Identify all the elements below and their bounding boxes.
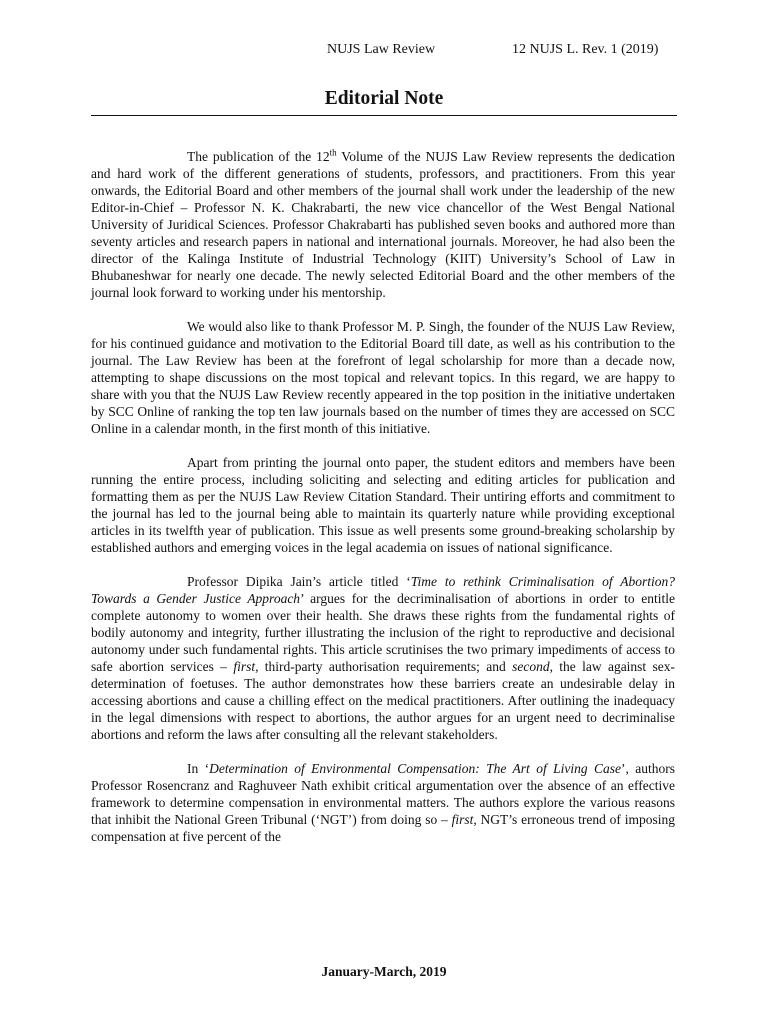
paragraph-4 — [91, 573, 675, 743]
paragraph-4-text-a: Professor Dipika Jain’s article titled ‘ — [187, 574, 411, 589]
paragraph-3: Apart from printing the journal onto paper, the student editors and members have been running the entire process, including soliciting and selecting and editing articles for publication and formatting them as per the NUJS Law Review Citation Standard. Their untiring efforts and commitment to the journal has led to the journal being able to maintain its quarterly nature while providing exceptional articles in its twelfth year of publication. This issue as well presents some ground-breaking scholarship by established authors and emerging voices in the legal academia on issues of national significance. — [91, 455, 675, 555]
emphasis-first: first — [233, 659, 256, 674]
header-citation: 12 NUJS L. Rev. 1 (2019) — [512, 42, 659, 57]
superscript-ordinal: th — [329, 147, 337, 158]
paragraph-1-text-a: The publication of the 12 — [187, 149, 330, 164]
page-footer-date: January-March, 2019 — [321, 964, 447, 979]
paragraph-1-text-b: Volume of the NUJS Law Review represents the dedication and hard work of the different generations of students, professors, and practitioners. From this year onwards, the Editorial Board and other members of the journal shall work under the leadership of the new Editor-in-Chief – Professor N. K. Chakrabarti, the new vice chancellor of the West Bengal National University of Juridical Sciences. Professor Chakrabarti has published seven books and authored more than seventy articles and research papers in national and international journals. Moreover, he had also been the director of the Kalinga Institute of Industrial Technology (KIIT) University’s School of Law in Bhubaneshwar for nearly one decade. The newly selected Editorial Board and the other members of the journal look forward to working under his mentorship. — [91, 149, 675, 300]
paragraph-5 — [91, 760, 675, 845]
paragraph-5-text-c: , NGT’s erroneous trend of imposing compensation at five percent of the — [91, 812, 675, 844]
page-title: Editorial Note — [324, 88, 444, 109]
paragraph-4-text-b: ’ argues for the decriminalisation of abortions in order to entitle complete autonomy to women over their health. She draws these rights from the fundamental rights of bodily autonomy and integrity, further illustrating the inclusion of the right to reproductive and decisional autonomy under such fundamental rights. This article scrutinises the two primary impediments of access to safe abortion services – — [91, 591, 675, 674]
article-title-jain: Time to rethink Criminalisation of Abortion? Towards a Gender Justice Approach — [91, 574, 675, 606]
header-journal-name: NUJS Law Review — [327, 42, 436, 57]
paragraph-4-text-d: , the law against sex-determination of foetuses. The author demonstrates how these barriers create an undesirable delay in accessing abortions and cause a chilling effect on the medical practitioners. After outlining the inadequacy in the legal dimensions with respect to abortions, the author argues for an urgent need to decriminalise abortions and reform the laws after consulting all the relevant stakeholders. — [91, 659, 676, 742]
article-body — [91, 148, 675, 862]
paragraph-1 — [91, 148, 675, 301]
article-title-rosencranz: Determination of Environmental Compensation: The Art of Living Case — [209, 761, 621, 776]
paragraph-5-text-a: In ‘ — [187, 761, 210, 776]
emphasis-second: second — [512, 659, 550, 674]
title-divider — [91, 115, 677, 116]
emphasis-first: first — [451, 812, 474, 827]
paragraph-4-text-c: , third-party authorisation requirements; and — [255, 659, 513, 674]
paragraph-2: We would also like to thank Professor M. P. Singh, the founder of the NUJS Law Review, for his continued guidance and motivation to the Editorial Board till date, as well as his contribution to the journal. The Law Review has been at the forefront of legal scholarship for more than a decade now, attempting to shape discussions on the most topical and relevant topics. In this regard, we are happy to share with you that the NUJS Law Review recently appeared in the top position in the initiative undertaken by SCC Online of ranking the top ten law journals based on the number of times they are accessed on SCC Online in a calendar month, in the first month of this initiative. — [91, 319, 675, 436]
running-header — [0, 42, 768, 62]
paragraph-5-text-b: ’, authors Professor Rosencranz and Raghuveer Nath exhibit critical argumentation over the absence of an effective framework to determine compensation in environmental matters. The authors explore the various reasons that inhibit the National Green Tribunal (‘NGT’) from doing so – — [91, 761, 675, 827]
